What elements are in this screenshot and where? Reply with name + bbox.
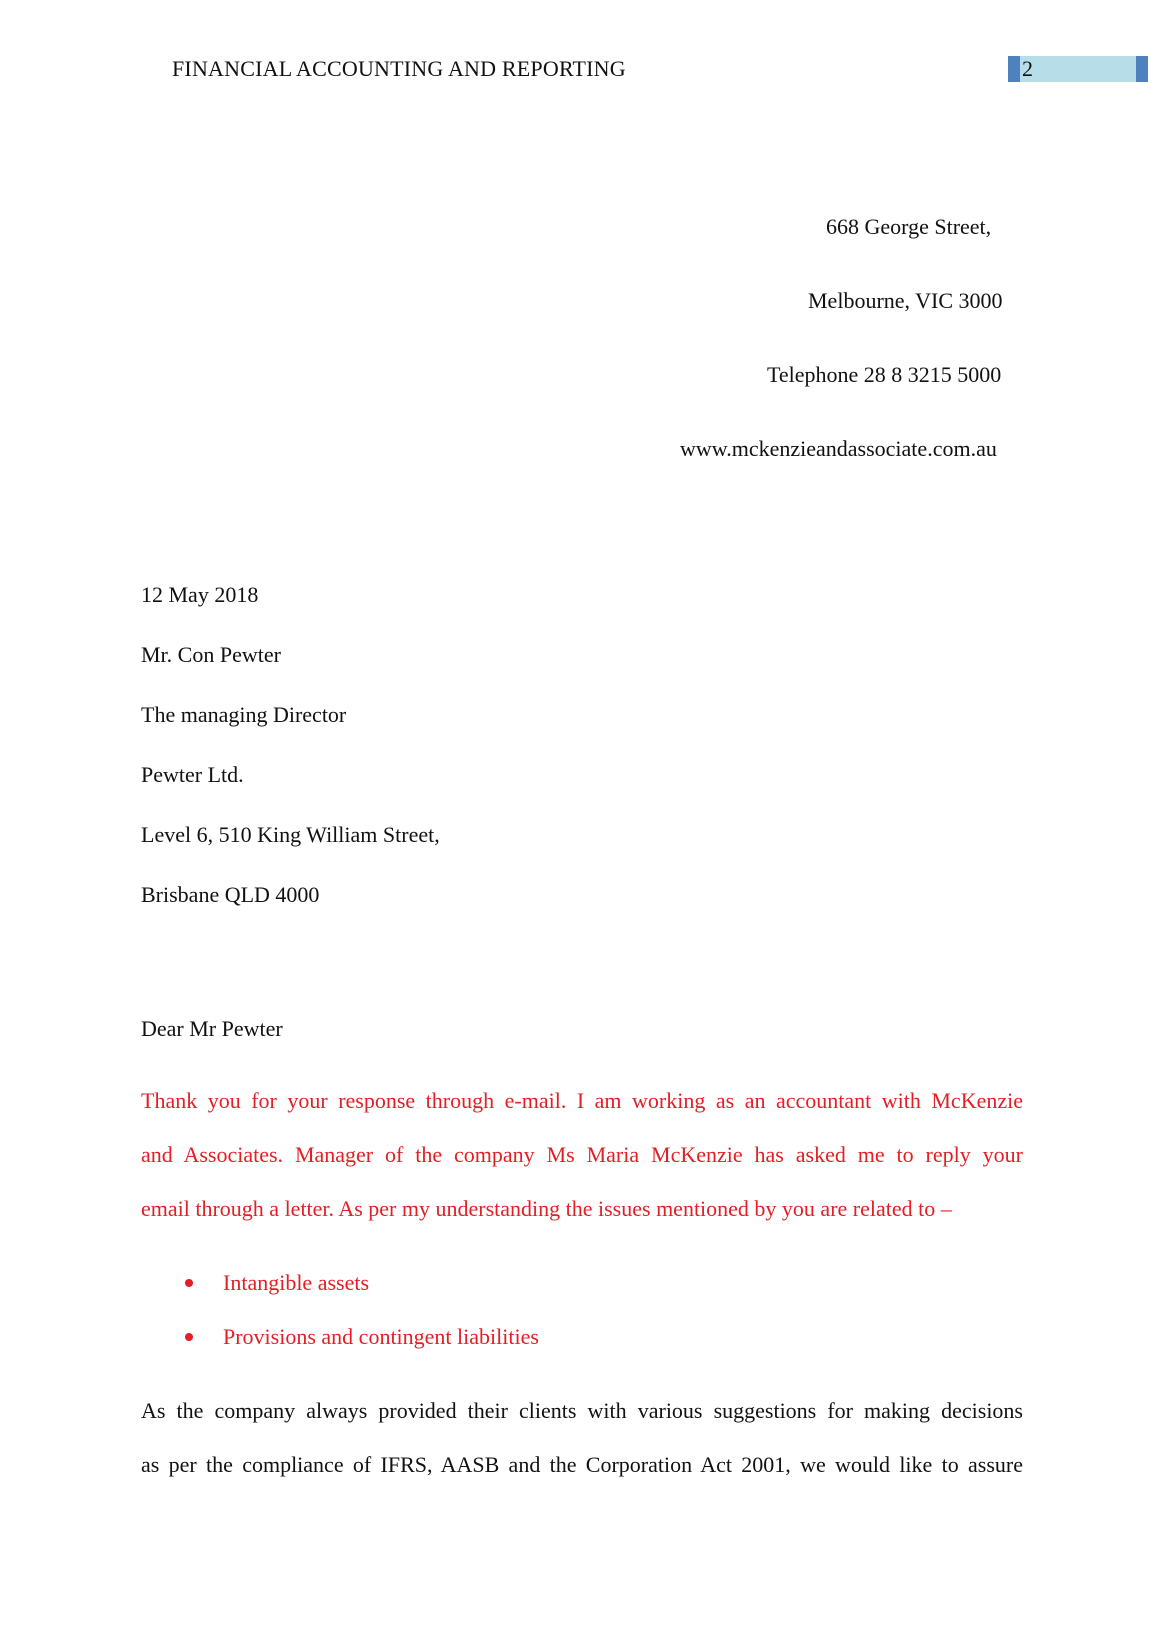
page-number-accent-left: [1008, 56, 1020, 82]
body-line: As the company always provided their clients with various suggestions for making decisions: [141, 1398, 1023, 1423]
issue-label: Provisions and contingent liabilities: [223, 1324, 539, 1349]
sender-telephone: Telephone 28 8 3215 5000: [767, 362, 1002, 387]
letter-date: 12 May 2018: [141, 582, 259, 607]
intro-line: Thank you for your response through e-mail. I am working as an accountant with McKenzie: [141, 1088, 1023, 1113]
sender-city: Melbourne, VIC 3000: [808, 288, 1003, 313]
recipient-name: Mr. Con Pewter: [141, 642, 281, 667]
recipient-address-line-1: Level 6, 510 King William Street,: [141, 822, 440, 847]
bullet-icon: [185, 1333, 193, 1341]
page-number: 2: [1022, 56, 1033, 81]
sender-street: 668 George Street,: [826, 214, 992, 239]
intro-line: email through a letter. As per my understanding the issues mentioned by you are related to –: [141, 1196, 952, 1221]
recipient-title: The managing Director: [141, 702, 347, 727]
page-number-accent-right: [1136, 56, 1148, 82]
intro-line: and Associates. Manager of the company Ms Maria McKenzie has asked me to reply your: [141, 1142, 1023, 1167]
body-paragraph: [141, 1384, 1023, 1492]
recipient-company: Pewter Ltd.: [141, 762, 244, 787]
sender-website: www.mckenzieandassociate.com.au: [680, 436, 997, 461]
page-number-box: [1008, 56, 1148, 82]
salutation: Dear Mr Pewter: [141, 1016, 283, 1041]
bullet-icon: [185, 1279, 193, 1287]
issue-label: Intangible assets: [223, 1270, 370, 1295]
running-header-title: FINANCIAL ACCOUNTING AND REPORTING: [172, 56, 626, 81]
body-line: as per the compliance of IFRS, AASB and the Corporation Act 2001, we would like to assure: [141, 1452, 1023, 1477]
intro-paragraph: [141, 1074, 1023, 1236]
recipient-address-line-2: Brisbane QLD 4000: [141, 882, 320, 907]
